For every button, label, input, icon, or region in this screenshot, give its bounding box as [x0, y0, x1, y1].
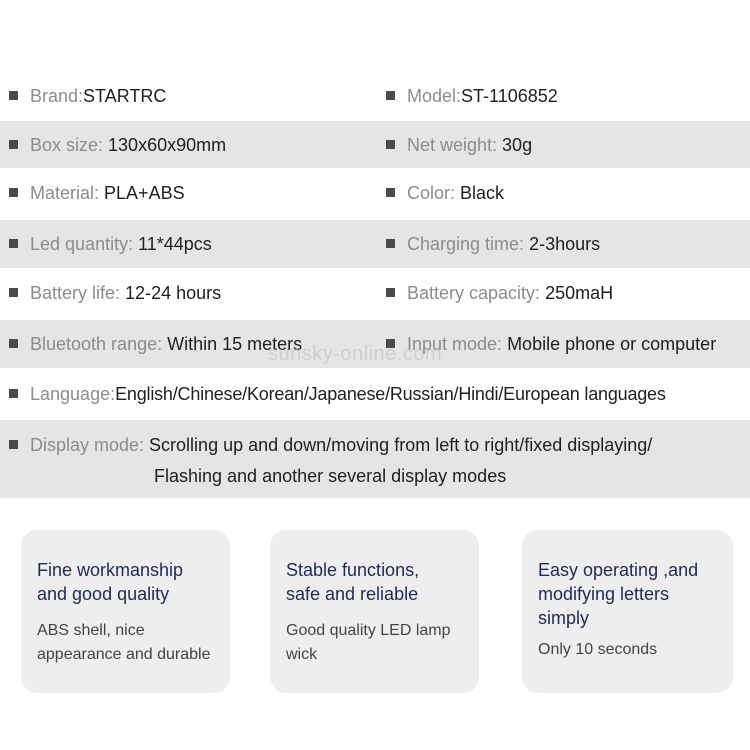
spec-value: English/Chinese/Korean/Japanese/Russian/Hindi/European languages [115, 384, 666, 404]
watermark: sunsky-online.com [268, 343, 443, 365]
spec-label: Material: [30, 183, 100, 203]
spec-value: Mobile phone or computer [502, 334, 717, 354]
feature-card [522, 530, 733, 693]
spec-color [386, 183, 504, 203]
spec-label: Bluetooth range: [30, 334, 163, 354]
spec-row [0, 72, 750, 120]
square-bullet-icon [9, 188, 18, 197]
square-bullet-icon [9, 389, 18, 398]
spec-value: 30g [497, 135, 533, 155]
square-bullet-icon [9, 239, 18, 248]
spec-row [0, 169, 750, 219]
spec-row [0, 220, 750, 268]
square-bullet-icon [386, 91, 395, 100]
spec-label: Charging time: [407, 234, 525, 254]
spec-label: Box size: [30, 135, 104, 155]
spec-led-quantity [9, 234, 212, 254]
square-bullet-icon [386, 188, 395, 197]
square-bullet-icon [386, 288, 395, 297]
spec-label: Brand: [30, 86, 84, 106]
spec-row [0, 369, 750, 419]
spec-material [9, 183, 185, 203]
feature-title: Stable functions, safe and reliable [286, 560, 420, 604]
feature-description: Only 10 seconds [538, 641, 658, 658]
square-bullet-icon [386, 239, 395, 248]
spec-value: PLA+ABS [99, 183, 185, 203]
spec-label: Battery capacity: [407, 283, 541, 303]
spec-value: 12-24 hours [120, 283, 222, 303]
feature-title: Easy operating ,and modifying letters simply [538, 560, 699, 628]
feature-title: Fine workmanship and good quality [37, 560, 184, 604]
feature-description: Good quality LED lamp wick [286, 622, 451, 663]
square-bullet-icon [9, 440, 18, 449]
spec-language [9, 384, 666, 404]
spec-display-mode [9, 435, 652, 455]
spec-label: Display mode: [30, 435, 145, 455]
spec-charging-time [386, 234, 600, 254]
spec-label: Battery life: [30, 283, 121, 303]
spec-value: 2-3hours [524, 234, 601, 254]
feature-card [21, 530, 230, 693]
square-bullet-icon [9, 339, 18, 348]
spec-value-continued: Flashing and another several display modes [154, 466, 507, 486]
spec-row [0, 269, 750, 319]
spec-row [0, 121, 750, 168]
spec-label: Language: [30, 384, 116, 404]
feature-card [270, 530, 479, 693]
spec-value: Black [455, 183, 505, 203]
spec-label: Led quantity: [30, 234, 134, 254]
spec-label: Input mode: [407, 334, 503, 354]
spec-value: STARTRC [83, 86, 167, 106]
spec-value: Scrolling up and down/moving from left to right/fixed displaying/ [144, 435, 653, 455]
spec-brand [9, 86, 166, 106]
spec-value: 130x60x90mm [103, 135, 227, 155]
spec-model [386, 86, 558, 106]
spec-bluetooth-range [9, 334, 302, 354]
spec-box-size [9, 135, 226, 155]
feature-description: ABS shell, nice appearance and durable [37, 622, 211, 663]
spec-label: Model: [407, 86, 462, 106]
spec-label: Color: [407, 183, 456, 203]
spec-battery-capacity [386, 283, 613, 303]
spec-value: ST-1106852 [461, 86, 558, 106]
spec-value: 250maH [540, 283, 614, 303]
square-bullet-icon [9, 288, 18, 297]
square-bullet-icon [9, 140, 18, 149]
spec-net-weight [386, 135, 532, 155]
spec-value: Within 15 meters [162, 334, 303, 354]
square-bullet-icon [386, 140, 395, 149]
spec-battery-life [9, 283, 221, 303]
spec-label: Net weight: [407, 135, 498, 155]
square-bullet-icon [9, 91, 18, 100]
spec-row [0, 420, 750, 498]
spec-value: 11*44pcs [133, 234, 212, 254]
